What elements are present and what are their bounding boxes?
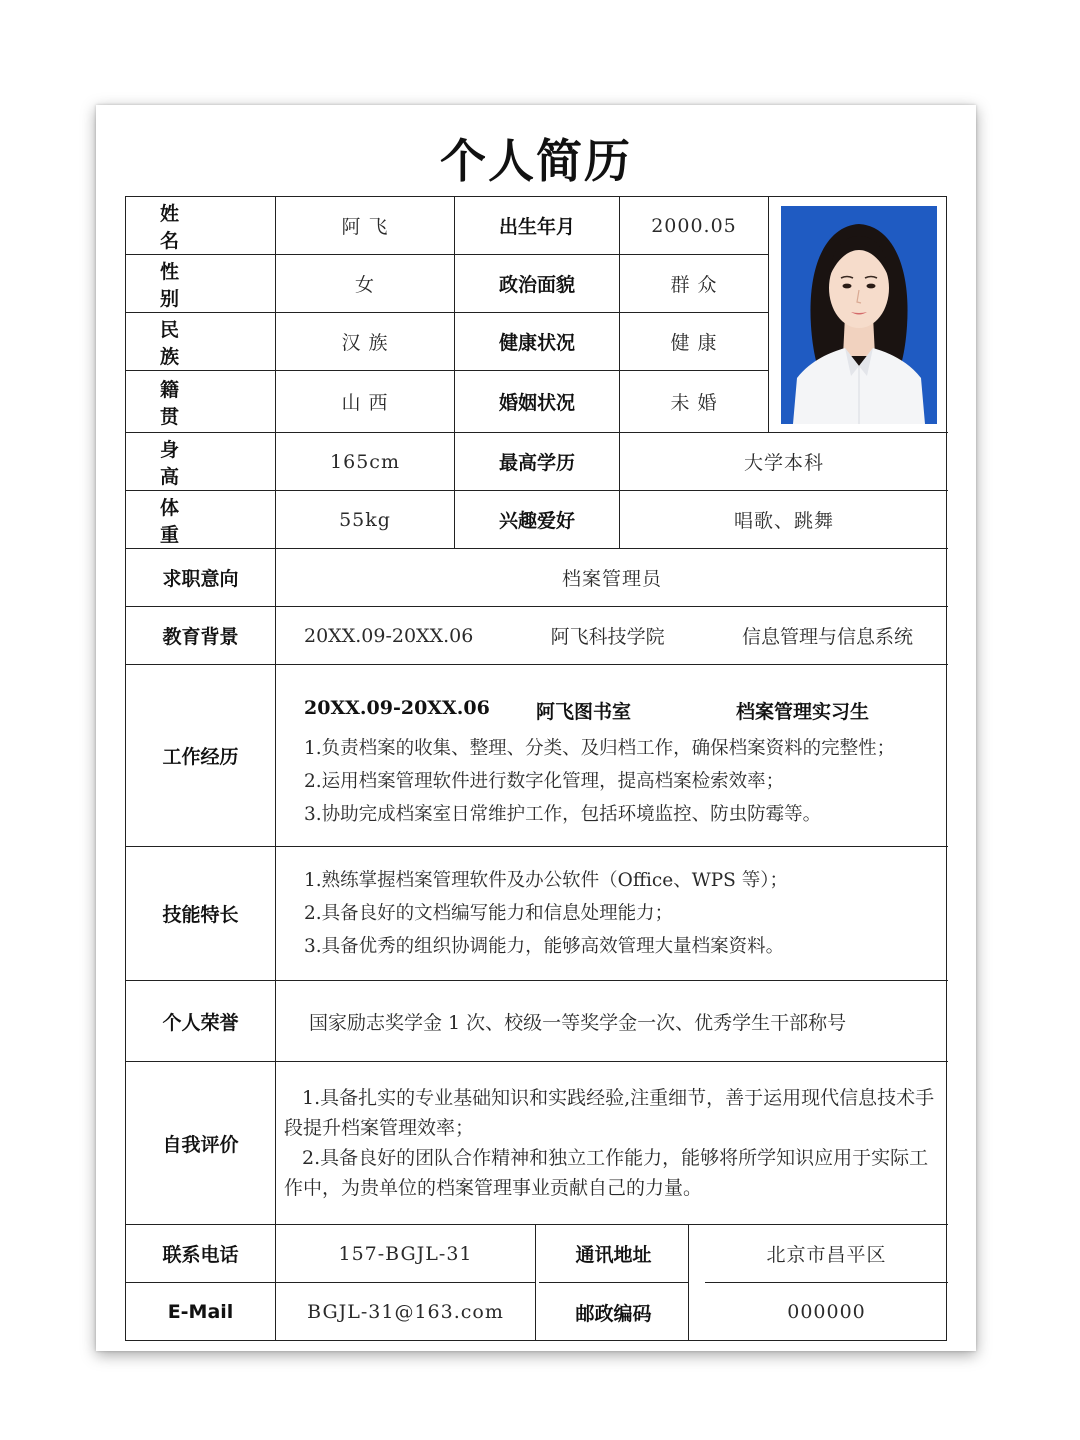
work-role: 档案管理实习生 (736, 701, 870, 723)
work-block (276, 665, 948, 847)
education-period: 20XX.09-20XX.06 (304, 624, 474, 647)
value-education-level: 大学本科 (620, 433, 948, 491)
value-postcode: 000000 (787, 1301, 866, 1323)
value-ethnic: 汉 族 (276, 313, 455, 371)
label-ethnic: 民 族 (126, 313, 276, 371)
label-skills: 技能特长 (126, 847, 276, 981)
portrait-photo (781, 206, 937, 424)
resume-table (125, 196, 947, 1341)
label-name: 姓 名 (126, 197, 276, 255)
skill-item: 2.具备良好的文档编写能力和信息处理能力； (304, 903, 674, 924)
education-school: 阿飞科技学院 (550, 626, 665, 648)
self-evaluation-block (276, 1062, 948, 1225)
value-email: BGJL-31@163.com (276, 1283, 536, 1341)
label-health: 健康状况 (455, 313, 620, 371)
skill-item: 1.熟练掌握档案管理软件及办公软件（Office、WPS 等）； (304, 870, 788, 891)
label-objective: 求职意向 (126, 549, 276, 607)
resume-title: 个人简历 (440, 134, 632, 188)
label-honors: 个人荣誉 (126, 981, 276, 1062)
work-period: 20XX.09-20XX.06 (304, 697, 490, 719)
value-origin: 山 西 (276, 371, 455, 433)
education-row (276, 607, 948, 665)
label-work: 工作经历 (126, 665, 276, 847)
value-marriage: 未 婚 (620, 371, 769, 433)
value-birth: 2000.05 (620, 197, 769, 255)
self-eval-paragraph: 2.具备良好的团队合作精神和独立工作能力，能够将所学知识应用于实际工作中，为贵单位的档案管理事业贡献自己的力量。 (284, 1147, 929, 1199)
label-politics: 政治面貌 (455, 255, 620, 313)
value-health: 健 康 (620, 313, 769, 371)
portrait-photo-icon (781, 206, 937, 424)
work-org: 阿飞图书室 (536, 701, 632, 723)
label-education-background: 教育背景 (126, 607, 276, 665)
label-marriage: 婚姻状况 (455, 371, 620, 433)
value-phone: 157-BGJL-31 (276, 1225, 536, 1283)
value-name: 阿 飞 (276, 197, 455, 255)
value-hobby: 唱歌、跳舞 (620, 491, 948, 549)
label-self-evaluation: 自我评价 (126, 1062, 276, 1225)
label-postcode: 邮政编码 (539, 1283, 689, 1341)
honors-value: 国家励志奖学金 1 次、校级一等奖学金一次、优秀学生干部称号 (276, 981, 948, 1062)
value-objective: 档案管理员 (276, 549, 948, 607)
label-address: 通讯地址 (539, 1225, 689, 1283)
resume-paper (96, 105, 976, 1351)
skills-block (276, 847, 948, 981)
work-item: 2.运用档案管理软件进行数字化管理，提高档案检索效率； (304, 771, 785, 792)
photo-cell (769, 197, 948, 433)
value-address: 北京市昌平区 (705, 1225, 948, 1283)
work-item: 3.协助完成档案室日常维护工作，包括环境监控、防虫防霉等。 (304, 804, 822, 825)
value-politics: 群 众 (620, 255, 769, 313)
value-weight: 55kg (276, 491, 455, 549)
self-eval-paragraph: 1.具备扎实的专业基础知识和实践经验,注重细节，善于运用现代信息技术手段提升档案管理效率； (284, 1087, 935, 1139)
label-origin: 籍 贯 (126, 371, 276, 433)
label-weight: 体 重 (126, 491, 276, 549)
label-email: E-Mail (126, 1283, 276, 1341)
label-birth: 出生年月 (455, 197, 620, 255)
label-education-level: 最高学历 (455, 433, 620, 491)
skill-item: 3.具备优秀的组织协调能力，能够高效管理大量档案资料。 (304, 936, 785, 957)
label-phone: 联系电话 (126, 1225, 276, 1283)
value-gender: 女 (276, 255, 455, 313)
value-height: 165cm (276, 433, 455, 491)
work-header (304, 697, 869, 724)
label-height: 身 高 (126, 433, 276, 491)
label-hobby: 兴趣爱好 (455, 491, 620, 549)
education-major: 信息管理与信息系统 (741, 626, 913, 648)
label-gender: 性 别 (126, 255, 276, 313)
work-item: 1.负责档案的收集、整理、分类、及归档工作，确保档案资料的完整性； (304, 738, 896, 759)
